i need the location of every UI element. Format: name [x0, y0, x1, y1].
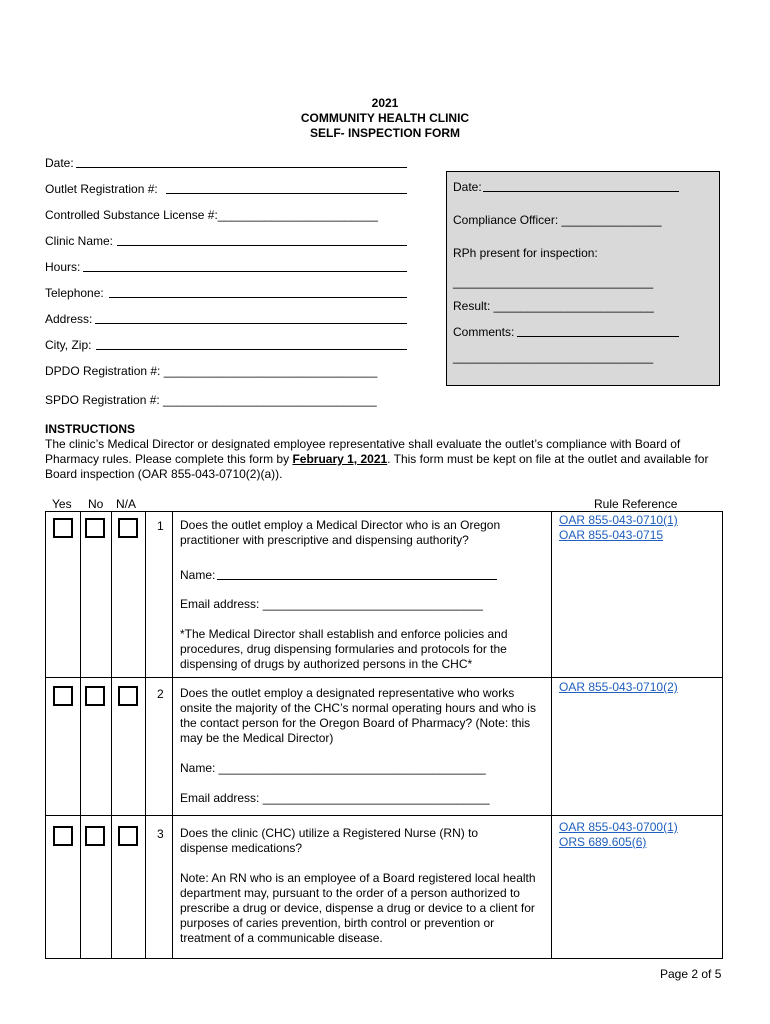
table-left-border	[45, 511, 46, 959]
q1-name-label: Name:	[180, 568, 216, 582]
q3-note: Note: An RN who is an employee of a Board registered local health department may, pursuant to the order of a person authorized to prescribe a drug or device, dispense a drug or device to a client for purposes of caries prevention, birth control or prevention or treatment of a communicable disease.	[180, 871, 536, 945]
instructions-text-part1: The clinic’s Medical Director or designated employee representative shall evaluate the outlet’s compliance with Board of Pharmacy rules. Please complete this form by	[45, 437, 681, 466]
rph-present-label: RPh present for inspection:	[453, 246, 598, 260]
q2-email-field[interactable]: Email address: __________________________________	[180, 791, 490, 805]
q1-ref-link[interactable]: OAR 855-043-0710(1)	[559, 513, 678, 527]
q1-na-checkbox[interactable]	[118, 518, 138, 538]
comments-label: Comments:	[453, 325, 515, 339]
q2-references	[559, 680, 678, 695]
q3-ref-link[interactable]: OAR 855-043-0700(1)	[559, 820, 678, 834]
q2-na-checkbox[interactable]	[118, 686, 138, 706]
date-field[interactable]	[76, 167, 407, 168]
clinic-name-field[interactable]	[117, 245, 407, 246]
q2-no-checkbox[interactable]	[85, 686, 105, 706]
address-field[interactable]	[95, 323, 407, 324]
q2-number: 2	[157, 687, 164, 701]
column-divider	[111, 511, 112, 959]
form-title: COMMUNITY HEALTH CLINIC	[300, 111, 470, 125]
controlled-substance-field[interactable]: Controlled Substance License #:________________________	[45, 208, 378, 222]
q3-yes-checkbox[interactable]	[53, 826, 73, 846]
outlet-registration-label: Outlet Registration #:	[45, 182, 158, 196]
column-divider	[172, 511, 173, 959]
row-divider	[45, 815, 723, 816]
deadline: February 1, 2021	[292, 452, 388, 466]
q3-ref-link[interactable]: ORS 689.605(6)	[559, 835, 647, 849]
q3-references	[559, 820, 678, 850]
hours-label: Hours:	[45, 260, 81, 274]
column-divider	[551, 511, 552, 959]
inspector-date-field[interactable]	[483, 191, 679, 192]
q3-no-checkbox[interactable]	[85, 826, 105, 846]
comments-line[interactable]: ______________________________	[453, 350, 654, 364]
hours-field[interactable]	[83, 271, 407, 272]
address-label: Address:	[45, 312, 93, 326]
dpdo-registration-field[interactable]: DPDO Registration #: ________________________________	[45, 364, 378, 378]
na-header: N/A	[116, 497, 137, 511]
table-top-border	[45, 511, 723, 512]
compliance-officer-field[interactable]: Compliance Officer: _______________	[453, 213, 662, 227]
instructions-text	[45, 437, 735, 482]
q2-question: Does the outlet employ a designated representative who works onsite the majority of the CHC’s normal operating hours and who is the contact person for the Oregon Board of Pharmacy? (Note: this may be the Medical Director)	[180, 686, 536, 745]
spdo-registration-field[interactable]: SPDO Registration #: ________________________________	[45, 393, 377, 407]
q2-name-field[interactable]: Name: ________________________________________	[180, 761, 486, 775]
table-right-border	[722, 511, 723, 959]
result-field[interactable]: Result: ________________________	[453, 299, 654, 313]
q2-ref-link[interactable]: OAR 855-043-0710(2)	[559, 680, 678, 694]
q1-number: 1	[157, 519, 164, 533]
column-divider	[145, 511, 146, 959]
column-divider	[80, 511, 81, 959]
page-number: Page 2 of 5	[660, 967, 722, 981]
yes-header: Yes	[52, 497, 72, 511]
q1-question: Does the outlet employ a Medical Director who is an Oregon practitioner with prescriptive and dispensing authority?	[180, 518, 501, 547]
date-label: Date:	[45, 156, 74, 170]
clinic-name-label: Clinic Name:	[45, 234, 114, 248]
form-year: 2021	[371, 96, 399, 110]
q1-note: *The Medical Director shall establish and enforce policies and procedures, drug dispensing formularies and protocols for the dispensing of drugs by authorized persons in the CHC*	[180, 627, 508, 671]
instructions-heading: INSTRUCTIONS	[45, 422, 135, 436]
form-subtitle: SELF- INSPECTION FORM	[310, 126, 460, 140]
q1-no-checkbox[interactable]	[85, 518, 105, 538]
q3-na-checkbox[interactable]	[118, 826, 138, 846]
rule-reference-header: Rule Reference	[594, 497, 678, 511]
row-divider	[45, 677, 723, 678]
instructions-text-part2: . This form must be kept on file at the outlet and available for Board inspection (OAR 855-043-0710(2)(a)).	[45, 452, 709, 481]
telephone-field[interactable]	[109, 297, 407, 298]
table-bottom-border	[45, 958, 723, 959]
no-header: No	[88, 497, 104, 511]
telephone-label: Telephone:	[45, 286, 104, 300]
q1-email-field[interactable]: Email address: _________________________________	[180, 597, 483, 611]
q1-references	[559, 513, 678, 543]
outlet-registration-field[interactable]	[166, 193, 407, 194]
q1-yes-checkbox[interactable]	[53, 518, 73, 538]
q3-question: Does the clinic (CHC) utilize a Registered Nurse (RN) to dispense medications?	[180, 826, 479, 855]
q3-number: 3	[157, 827, 164, 841]
q1-name-field[interactable]	[217, 579, 497, 580]
q1-ref-link[interactable]: OAR 855-043-0715	[559, 528, 664, 542]
comments-field[interactable]	[517, 336, 679, 337]
rph-present-field[interactable]: ______________________________	[453, 275, 654, 289]
inspector-date-label: Date:	[453, 180, 482, 194]
city-zip-label: City, Zip:	[45, 338, 92, 352]
city-zip-field[interactable]	[96, 349, 407, 350]
q2-yes-checkbox[interactable]	[53, 686, 73, 706]
